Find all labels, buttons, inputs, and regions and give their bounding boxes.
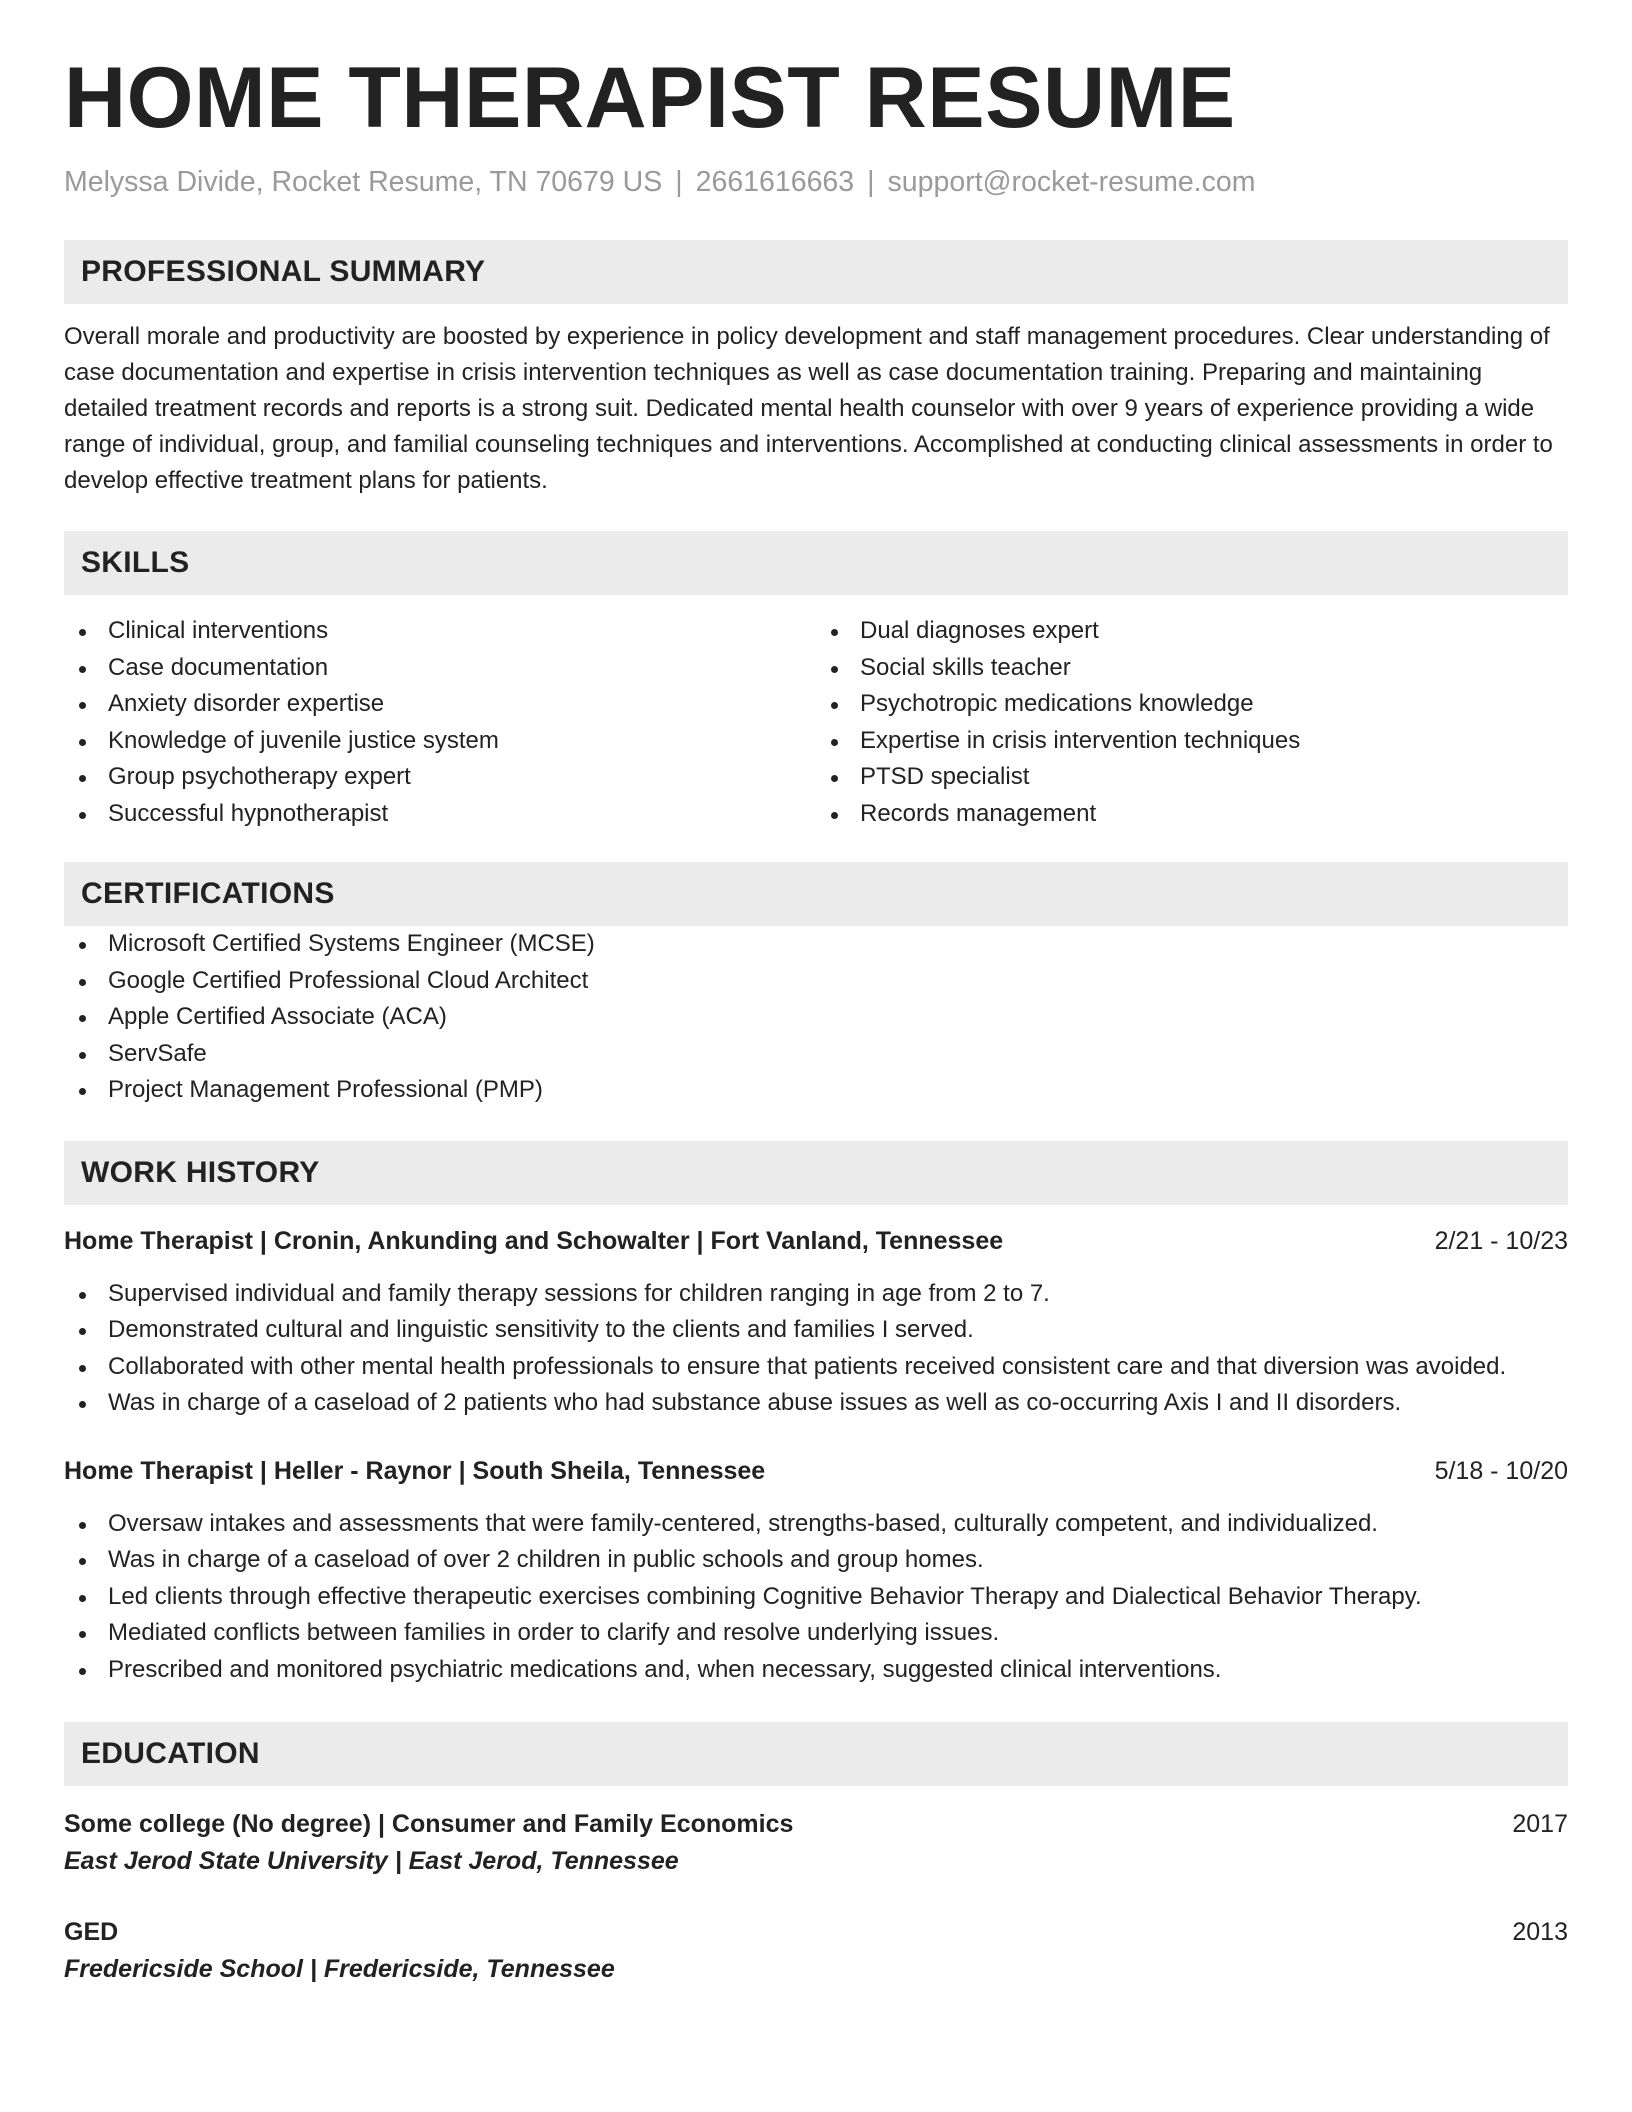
job-bullet: Demonstrated cultural and linguistic sensitivity to the clients and families I served. — [64, 1312, 1568, 1349]
job-entry — [64, 1453, 1568, 1689]
job-header — [64, 1223, 1568, 1259]
contact-address: Melyssa Divide, Rocket Resume, TN 70679 US — [64, 166, 663, 198]
certifications-heading: CERTIFICATIONS — [64, 862, 1568, 926]
contact-separator: | — [675, 166, 683, 198]
skill-item: Anxiety disorder expertise — [64, 686, 816, 723]
education-entry — [64, 1914, 1568, 1988]
skill-item: Records management — [816, 796, 1568, 833]
job-bullet: Was in charge of a caseload of over 2 children in public schools and group homes. — [64, 1542, 1568, 1579]
skill-item: Clinical interventions — [64, 613, 816, 650]
job-dates: 5/18 - 10/20 — [1434, 1456, 1568, 1485]
education-entry — [64, 1806, 1568, 1880]
job-bullet: Collaborated with other mental health professionals to ensure that patients received consistent care and that diversion was avoided. — [64, 1349, 1568, 1386]
skill-item: Dual diagnoses expert — [816, 613, 1568, 650]
summary-heading: PROFESSIONAL SUMMARY — [64, 240, 1568, 304]
work-history-section — [64, 1141, 1568, 1689]
skill-item: Successful hypnotherapist — [64, 796, 816, 833]
certifications-section — [64, 862, 1568, 1109]
skill-item: Knowledge of juvenile justice system — [64, 723, 816, 760]
job-bullet: Led clients through effective therapeutic exercises combining Cognitive Behavior Therapy and Dialectical Behavior Therapy. — [64, 1579, 1568, 1616]
job-title: Home Therapist | Cronin, Ankunding and Schowalter | Fort Vanland, Tennessee — [64, 1226, 1004, 1255]
education-degree: Some college (No degree) | Consumer and Family Economics — [64, 1810, 794, 1838]
skill-item: Case documentation — [64, 650, 816, 687]
job-bullet: Oversaw intakes and assessments that were family-centered, strengths-based, culturally competent, and individualized. — [64, 1506, 1568, 1543]
contact-email: support@rocket-resume.com — [887, 166, 1256, 198]
education-heading: EDUCATION — [64, 1722, 1568, 1786]
education-header — [64, 1806, 1568, 1842]
job-title: Home Therapist | Heller - Raynor | South Sheila, Tennessee — [64, 1456, 766, 1485]
certification-item: Apple Certified Associate (ACA) — [64, 999, 1568, 1036]
job-dates: 2/21 - 10/23 — [1434, 1226, 1568, 1255]
summary-section — [64, 240, 1568, 499]
education-year: 2017 — [1512, 1810, 1568, 1838]
education-section — [64, 1722, 1568, 1988]
skill-item: Group psychotherapy expert — [64, 759, 816, 796]
contact-phone: 2661616663 — [695, 166, 855, 198]
skills-heading: SKILLS — [64, 531, 1568, 595]
job-bullet: Prescribed and monitored psychiatric medications and, when necessary, suggested clinical interventions. — [64, 1652, 1568, 1689]
education-header — [64, 1914, 1568, 1950]
job-bullet: Mediated conflicts between families in order to clarify and resolve underlying issues. — [64, 1615, 1568, 1652]
education-school: Fredericside School | Fredericside, Tennessee — [64, 1955, 615, 1983]
job-bullets — [64, 1506, 1568, 1689]
skill-item: Social skills teacher — [816, 650, 1568, 687]
summary-text: Overall morale and productivity are boosted by experience in policy development and staff management procedures. Clear understanding of case documentation and expertise in crisis intervention techniques as well as case documentation training. Preparing and maintaining detailed treatment records and reports is a strong suit. Dedicated mental health counselor with over 9 years of experience providing a wide range of individual, group, and familial counseling techniques and interventions. Accomplished at conducting clinical assessments in order to develop effective treatment plans for patients. — [64, 323, 1553, 494]
job-header — [64, 1453, 1568, 1489]
skills-grid — [64, 613, 1568, 832]
skill-item: PTSD specialist — [816, 759, 1568, 796]
resume-title: HOME THERAPIST RESUME — [64, 50, 1236, 146]
contact-line — [64, 166, 1568, 199]
education-school: East Jerod State University | East Jerod, Tennessee — [64, 1847, 679, 1875]
job-bullet: Was in charge of a caseload of 2 patients who had substance abuse issues as well as co-occurring Axis I and II disorders. — [64, 1385, 1568, 1422]
job-entry — [64, 1223, 1568, 1422]
work-history-heading: WORK HISTORY — [64, 1141, 1568, 1205]
job-bullet: Supervised individual and family therapy sessions for children ranging in age from 2 to 7. — [64, 1276, 1568, 1313]
education-degree: GED — [64, 1918, 119, 1946]
skill-item: Expertise in crisis intervention techniques — [816, 723, 1568, 760]
certification-item: Microsoft Certified Systems Engineer (MCSE) — [64, 926, 1568, 963]
skills-section — [64, 531, 1568, 832]
certification-item: ServSafe — [64, 1036, 1568, 1073]
job-bullets — [64, 1276, 1568, 1422]
certification-item: Google Certified Professional Cloud Architect — [64, 963, 1568, 1000]
certifications-list — [64, 926, 1568, 1109]
skills-list-left — [64, 613, 816, 832]
skills-list-right — [816, 613, 1568, 832]
education-year: 2013 — [1512, 1918, 1568, 1946]
skill-item: Psychotropic medications knowledge — [816, 686, 1568, 723]
certification-item: Project Management Professional (PMP) — [64, 1072, 1568, 1109]
contact-separator: | — [867, 166, 875, 198]
